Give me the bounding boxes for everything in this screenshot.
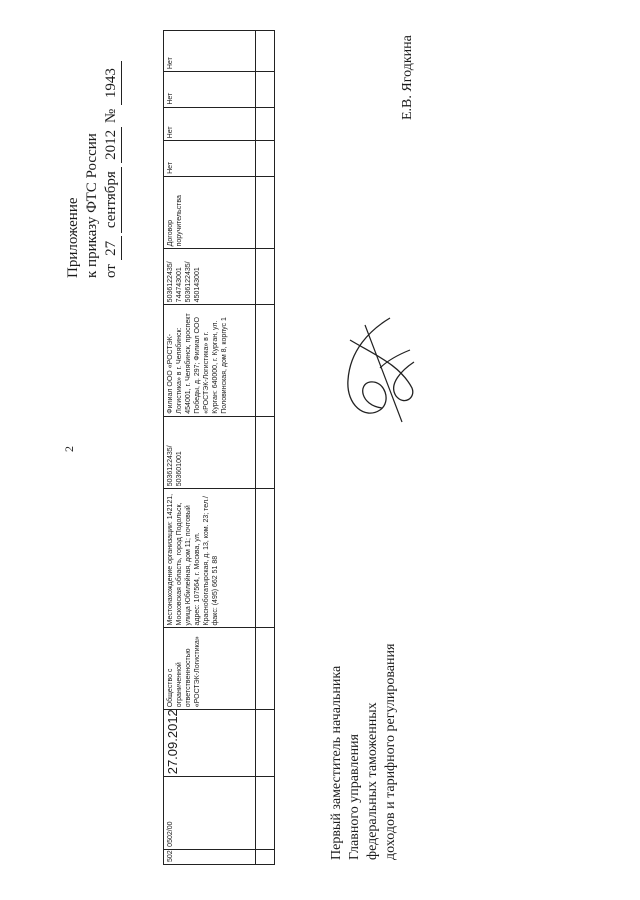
- empty-cell: [256, 71, 274, 107]
- empty-cell: [256, 776, 274, 849]
- signatory-position: [328, 644, 400, 860]
- position-line-2: Главного управления: [347, 734, 362, 860]
- empty-cell: [256, 248, 274, 304]
- cell-branches: Филиал ООО «РОСТЭК-Логистика» в г. Челябинск: 454001, г. Челябинск, проспект Победы, д. 297; Филиал ООО «РОСТЭК-Логистика» в г. Курган: 640000, г. Курган, ул. Половинская, дом 8, корпус 1: [164, 304, 255, 415]
- page-number: 2: [62, 446, 76, 452]
- position-line-3: федеральных таможенных: [365, 702, 380, 860]
- signer-name: Е.В. Ягодкина: [400, 35, 415, 120]
- empty-cell: [256, 31, 274, 71]
- empty-cell: [256, 304, 274, 415]
- cell-branch-kpp: 5036122435/ 744743001 5036122435/ 450143001: [164, 248, 255, 304]
- empty-cell: [256, 627, 274, 709]
- empty-cell: [256, 488, 274, 627]
- cell-flag-3: Нет: [164, 71, 255, 107]
- cell-code: 0502/00: [164, 776, 255, 849]
- empty-cell: [256, 176, 274, 249]
- date-prefix: от: [103, 264, 119, 278]
- appendix-order-ref: к приказу ФТС России: [84, 133, 100, 278]
- cell-address: Местонахождение организации: 142121, Московская область, город Подольск, улица Юбилейная, дом 11; почтовый адрес: 107564, г. Москва, ул. Краснобогатырская, д. 13, ком. 23; тел./факс: (495) 662 51 88: [164, 488, 255, 627]
- order-number: 1943: [102, 61, 122, 105]
- cell-flag-2: Нет: [164, 107, 255, 141]
- handwritten-signature: [330, 310, 420, 430]
- empty-cell: [256, 140, 274, 176]
- empty-cell: [256, 107, 274, 141]
- table-row-empty: [256, 30, 275, 865]
- date-day: 27: [102, 236, 122, 260]
- cell-flag-1: Нет: [164, 140, 255, 176]
- position-line-1: Первый заместитель начальника: [329, 665, 344, 860]
- cell-date: 27.09.2012: [164, 709, 255, 776]
- empty-cell: [256, 849, 274, 864]
- cell-index: 502: [164, 849, 255, 864]
- empty-cell: [256, 709, 274, 776]
- position-line-4: доходов и тарифного регулирования: [383, 643, 398, 860]
- cell-flag-4: Нет: [167, 57, 174, 70]
- empty-cell: [256, 416, 274, 489]
- date-month: сентября: [102, 167, 122, 233]
- appendix-header: [64, 61, 122, 278]
- cell-inn-kpp: 5036122435/ 503601001: [164, 416, 255, 489]
- table-row: [163, 30, 256, 865]
- cell-document: Договор поручительства: [164, 176, 255, 249]
- date-year: 2012: [102, 127, 122, 163]
- appendix-date-line: [102, 61, 122, 278]
- appendix-title: Приложение: [65, 197, 81, 278]
- number-label: №: [103, 108, 119, 124]
- registry-table: [163, 30, 275, 865]
- cell-org-name: Общество с ограниченной ответственностью «РОСТЭК-Логистика»: [164, 627, 255, 709]
